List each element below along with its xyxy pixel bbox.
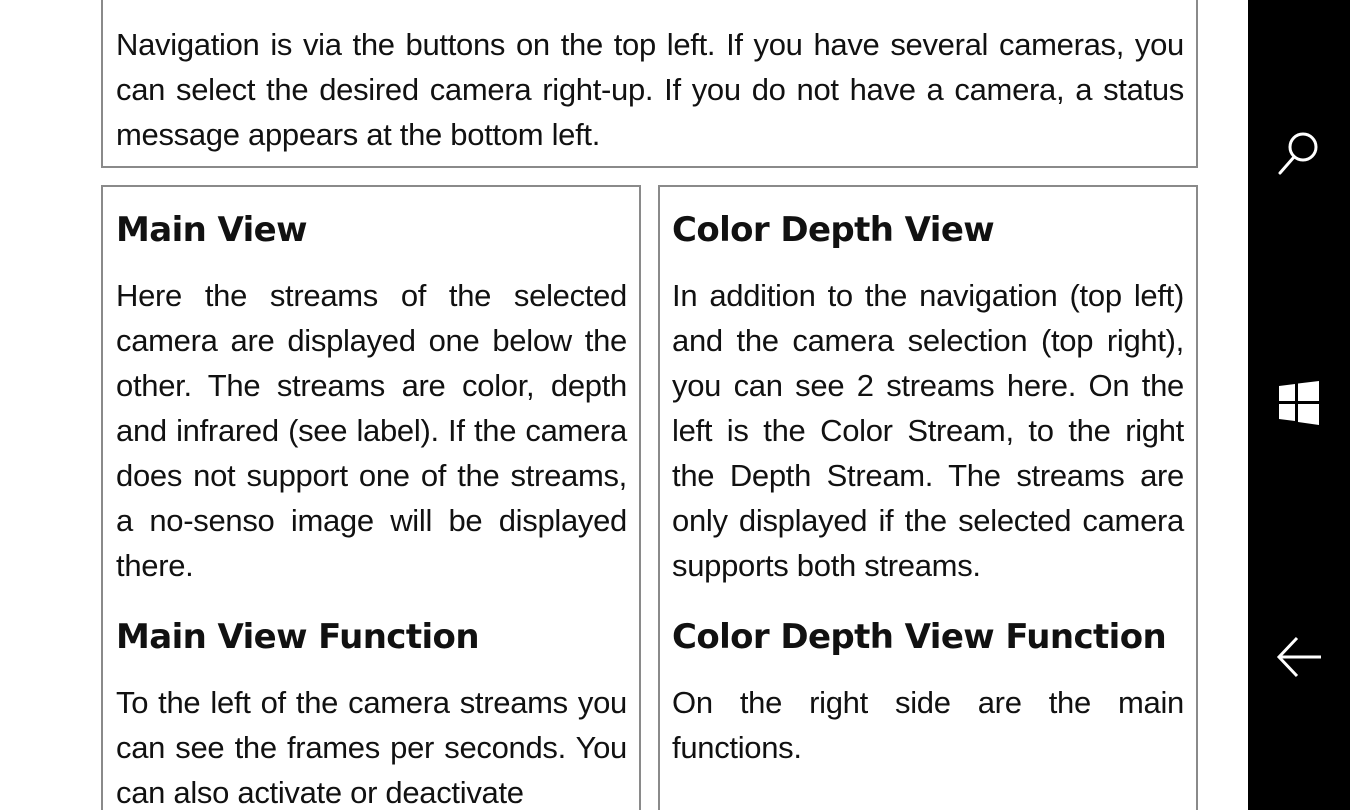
main-view-description: Here the streams of the selected camera are displayed one below the other. The streams are color, depth and infrared (see label). If the camera does not support one of the streams, a no-senso image will be displayed there.	[116, 278, 627, 583]
color-depth-view-panel	[658, 185, 1198, 810]
windows-start-button[interactable]	[1248, 352, 1350, 454]
system-navigation-bar	[1248, 0, 1350, 810]
search-button[interactable]	[1248, 102, 1350, 204]
intro-panel	[101, 0, 1198, 168]
main-view-function-description: To the left of the camera streams you can see the frames per seconds. You can also activate or deactivate	[116, 685, 627, 810]
color-depth-view-heading: Color Depth View	[672, 210, 995, 250]
color-depth-view-description: In addition to the navigation (top left) and the camera selection (top right), you can see 2 streams here. On the left is the Color Stream, to the right the Depth Stream. The streams are only displayed if the selected camera supports both streams.	[672, 278, 1184, 583]
intro-text: Navigation is via the buttons on the top left. If you have several cameras, you can select the desired camera right-up. If you do not have a camera, a status message appears at the bottom left.	[116, 27, 1184, 152]
main-view-heading: Main View	[116, 210, 307, 250]
main-view-panel	[101, 185, 641, 810]
back-arrow-icon	[1275, 635, 1323, 679]
search-icon	[1276, 128, 1322, 178]
color-depth-view-function-description: On the right side are the main functions.	[672, 685, 1184, 765]
windows-icon	[1277, 380, 1321, 426]
back-button[interactable]	[1248, 606, 1350, 708]
main-view-function-heading: Main View Function	[116, 617, 479, 657]
color-depth-view-function-heading: Color Depth View Function	[672, 617, 1167, 657]
